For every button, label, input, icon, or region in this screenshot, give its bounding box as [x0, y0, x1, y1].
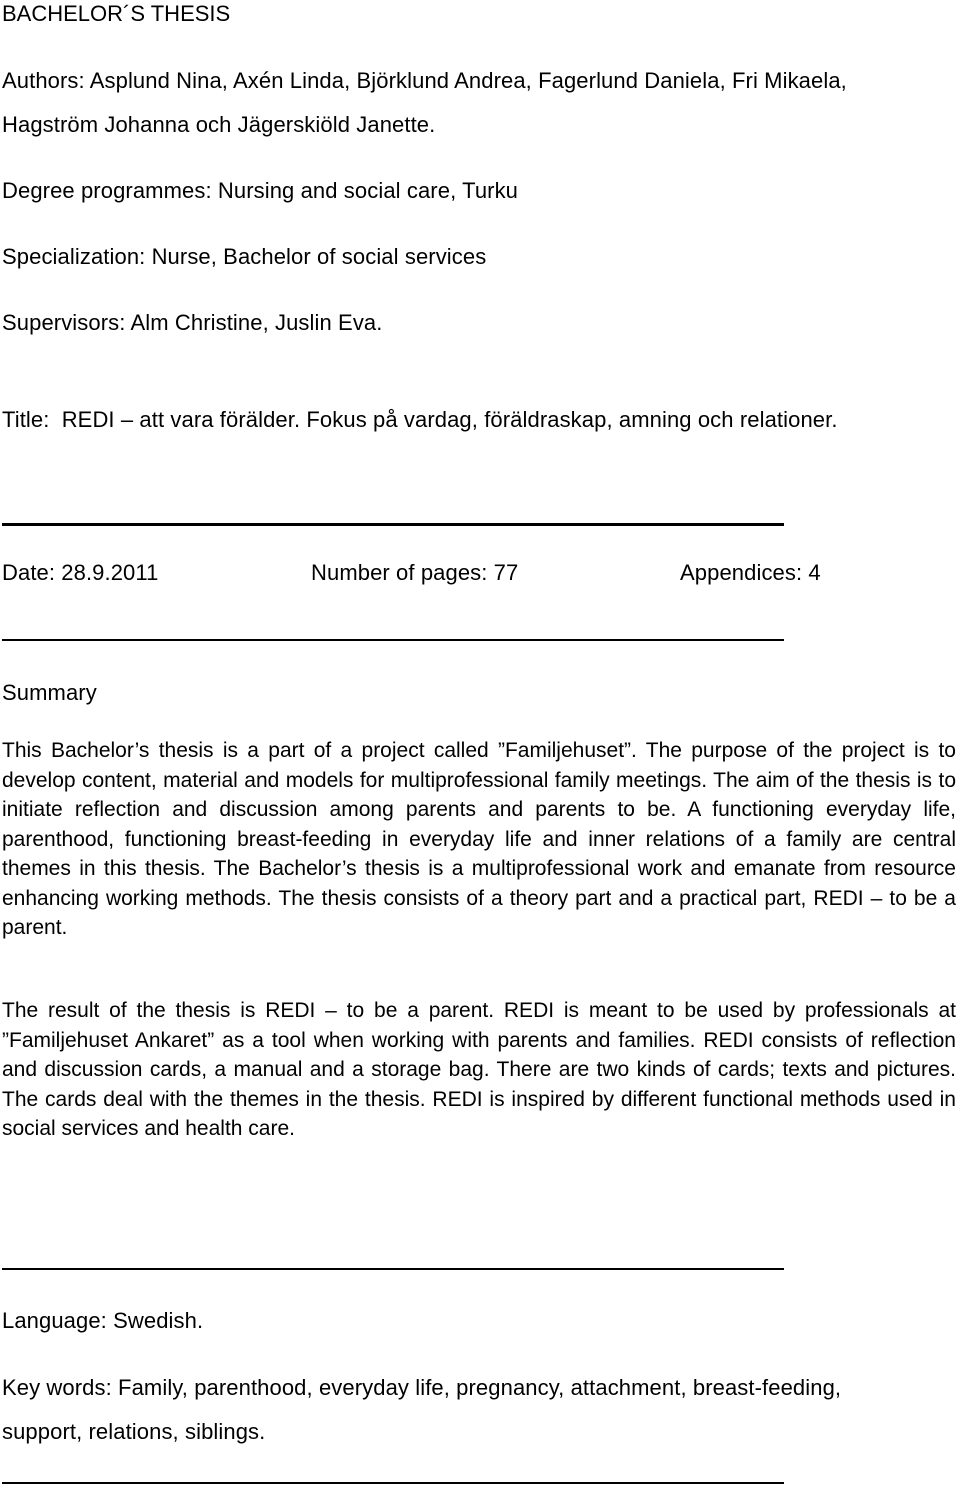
title-value: REDI – att vara förälder. Fokus på vardag, föräldraskap, amning och relationer. — [61, 407, 838, 432]
summary-paragraph-2: The result of the thesis is REDI – to be a parent. REDI is meant to be used by professionals at ”Familjehuset Ankaret” as a tool when working with parents and families. REDI consists of reflection and discussion cards, a manual and a storage bag. There are two kinds of cards; texts and pictures. The cards deal with the themes in the thesis. REDI is inspired by different functional methods used in social services and health care. — [2, 999, 956, 1140]
supervisors: Supervisors: Alm Christine, Juslin Eva. — [2, 310, 383, 335]
authors-line-2: Hagström Johanna och Jägerskiöld Janette. — [2, 112, 436, 137]
number-of-pages: Number of pages: 77 — [311, 560, 519, 585]
keywords-line-2: support, relations, siblings. — [2, 1419, 266, 1444]
thesis-title — [2, 407, 838, 433]
appendices: Appendices: 4 — [680, 560, 821, 585]
summary-heading: Summary — [2, 680, 97, 705]
specialization: Specialization: Nurse, Bachelor of social services — [2, 244, 487, 269]
language: Language: Swedish. — [2, 1308, 204, 1333]
degree-programmes: Degree programmes: Nursing and social care, Turku — [2, 178, 519, 203]
divider-meta — [2, 639, 784, 641]
divider-bottom — [2, 1482, 784, 1484]
date: Date: 28.9.2011 — [2, 560, 159, 585]
keywords-line-1: Key words: Family, parenthood, everyday life, pregnancy, attachment, breast-feeding, — [2, 1375, 842, 1400]
summary-paragraph-1: This Bachelor’s thesis is a part of a project called ”Familjehuset”. The purpose of the project is to develop content, material and models for multiprofessional family meetings. The aim of the thesis is to initiate reflection and discussion among parents and parents to be. A functioning everyday life, parenthood, functioning breast-feeding in everyday life and inner relations of a family are central themes in this thesis. The Bachelor’s thesis is a multiprofessional work and emanate from resource enhancing working methods. The thesis consists of a theory part and a practical part, REDI – to be a parent. — [2, 739, 956, 939]
title-label: Title: — [2, 407, 50, 432]
divider-summary — [2, 1268, 784, 1270]
document-heading: BACHELOR´S THESIS — [2, 1, 231, 26]
divider-top — [2, 523, 784, 526]
authors-line-1: Authors: Asplund Nina, Axén Linda, Björklund Andrea, Fagerlund Daniela, Fri Mikaela, — [2, 68, 847, 93]
